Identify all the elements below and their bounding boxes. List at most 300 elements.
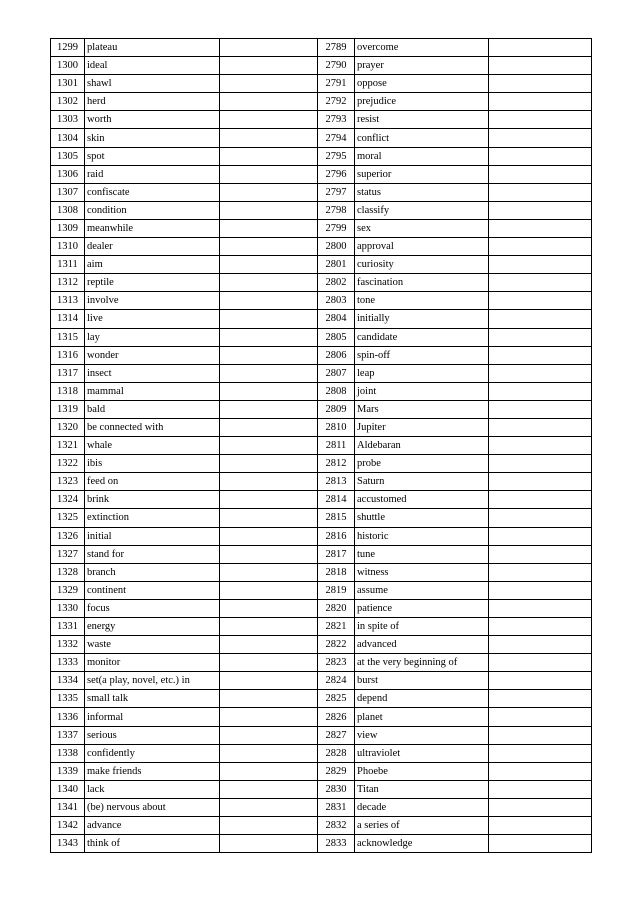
left-entry-blank-cell: [220, 545, 318, 563]
left-entry-word: herd: [85, 93, 220, 111]
right-entry-word: in spite of: [355, 618, 489, 636]
left-entry-blank-cell: [220, 744, 318, 762]
left-entry-number: 1339: [51, 762, 85, 780]
right-entry-number: 2814: [318, 491, 355, 509]
right-entry-number: 2791: [318, 75, 355, 93]
table-row: [51, 310, 592, 328]
left-entry-blank-cell: [220, 437, 318, 455]
right-entry-word: planet: [355, 708, 489, 726]
right-entry-number: 2793: [318, 111, 355, 129]
left-entry-blank-cell: [220, 274, 318, 292]
right-entry-number: 2825: [318, 690, 355, 708]
table-row: [51, 817, 592, 835]
left-entry-blank-cell: [220, 310, 318, 328]
table-row: [51, 618, 592, 636]
right-entry-word: initially: [355, 310, 489, 328]
right-entry-number: 2797: [318, 183, 355, 201]
left-entry-number: 1324: [51, 491, 85, 509]
table-row: [51, 744, 592, 762]
right-entry-word: historic: [355, 527, 489, 545]
table-row: [51, 491, 592, 509]
left-entry-blank-cell: [220, 762, 318, 780]
left-entry-blank-cell: [220, 201, 318, 219]
left-entry-blank-cell: [220, 147, 318, 165]
left-entry-number: 1321: [51, 437, 85, 455]
left-entry-word: skin: [85, 129, 220, 147]
right-entry-blank-cell: [489, 201, 592, 219]
left-entry-word: raid: [85, 165, 220, 183]
right-entry-word: burst: [355, 672, 489, 690]
left-entry-blank-cell: [220, 219, 318, 237]
right-entry-number: 2790: [318, 57, 355, 75]
table-row: [51, 147, 592, 165]
left-entry-word: involve: [85, 292, 220, 310]
left-entry-word: feed on: [85, 473, 220, 491]
left-entry-blank-cell: [220, 183, 318, 201]
left-entry-blank-cell: [220, 654, 318, 672]
left-entry-number: 1343: [51, 835, 85, 853]
left-entry-number: 1325: [51, 509, 85, 527]
left-entry-blank-cell: [220, 75, 318, 93]
left-entry-blank-cell: [220, 93, 318, 111]
right-entry-word: superior: [355, 165, 489, 183]
right-entry-word: tune: [355, 545, 489, 563]
right-entry-blank-cell: [489, 93, 592, 111]
left-entry-word: think of: [85, 835, 220, 853]
left-entry-number: 1308: [51, 201, 85, 219]
left-entry-word: shawl: [85, 75, 220, 93]
right-entry-number: 2807: [318, 364, 355, 382]
left-entry-word: extinction: [85, 509, 220, 527]
table-row: [51, 798, 592, 816]
left-entry-blank-cell: [220, 111, 318, 129]
right-entry-number: 2800: [318, 238, 355, 256]
left-entry-number: 1310: [51, 238, 85, 256]
right-entry-word: Saturn: [355, 473, 489, 491]
right-entry-blank-cell: [489, 672, 592, 690]
left-entry-number: 1337: [51, 726, 85, 744]
table-row: [51, 690, 592, 708]
right-entry-number: 2827: [318, 726, 355, 744]
left-entry-number: 1342: [51, 817, 85, 835]
right-entry-word: patience: [355, 599, 489, 617]
left-entry-word: stand for: [85, 545, 220, 563]
right-entry-number: 2815: [318, 509, 355, 527]
right-entry-word: assume: [355, 581, 489, 599]
right-entry-word: Aldebaran: [355, 437, 489, 455]
left-entry-blank-cell: [220, 599, 318, 617]
right-entry-word: at the very beginning of: [355, 654, 489, 672]
right-entry-number: 2789: [318, 39, 355, 57]
table-row: [51, 563, 592, 581]
table-row: [51, 762, 592, 780]
right-entry-blank-cell: [489, 708, 592, 726]
left-entry-word: monitor: [85, 654, 220, 672]
left-entry-blank-cell: [220, 418, 318, 436]
left-entry-number: 1332: [51, 636, 85, 654]
left-entry-number: 1309: [51, 219, 85, 237]
right-entry-blank-cell: [489, 654, 592, 672]
right-entry-blank-cell: [489, 545, 592, 563]
left-entry-blank-cell: [220, 382, 318, 400]
left-entry-number: 1336: [51, 708, 85, 726]
left-entry-word: branch: [85, 563, 220, 581]
left-entry-word: waste: [85, 636, 220, 654]
right-entry-blank-cell: [489, 274, 592, 292]
right-entry-blank-cell: [489, 527, 592, 545]
right-entry-word: joint: [355, 382, 489, 400]
left-entry-word: condition: [85, 201, 220, 219]
left-entry-number: 1331: [51, 618, 85, 636]
left-entry-word: brink: [85, 491, 220, 509]
right-entry-number: 2824: [318, 672, 355, 690]
right-entry-number: 2799: [318, 219, 355, 237]
left-entry-number: 1323: [51, 473, 85, 491]
right-entry-number: 2832: [318, 817, 355, 835]
table-row: [51, 726, 592, 744]
left-entry-number: 1300: [51, 57, 85, 75]
left-entry-blank-cell: [220, 798, 318, 816]
right-entry-blank-cell: [489, 183, 592, 201]
table-row: [51, 654, 592, 672]
left-entry-blank-cell: [220, 618, 318, 636]
left-entry-number: 1334: [51, 672, 85, 690]
left-entry-number: 1326: [51, 527, 85, 545]
right-entry-blank-cell: [489, 147, 592, 165]
table-row: [51, 455, 592, 473]
right-entry-word: conflict: [355, 129, 489, 147]
right-entry-word: prayer: [355, 57, 489, 75]
left-entry-number: 1313: [51, 292, 85, 310]
right-entry-blank-cell: [489, 165, 592, 183]
right-entry-word: status: [355, 183, 489, 201]
left-entry-number: 1314: [51, 310, 85, 328]
right-entry-number: 2804: [318, 310, 355, 328]
right-entry-word: candidate: [355, 328, 489, 346]
right-entry-number: 2801: [318, 256, 355, 274]
left-entry-blank-cell: [220, 708, 318, 726]
right-entry-word: probe: [355, 455, 489, 473]
left-entry-word: serious: [85, 726, 220, 744]
right-entry-number: 2823: [318, 654, 355, 672]
left-entry-blank-cell: [220, 636, 318, 654]
left-entry-blank-cell: [220, 57, 318, 75]
right-entry-blank-cell: [489, 509, 592, 527]
left-entry-number: 1312: [51, 274, 85, 292]
left-entry-number: 1303: [51, 111, 85, 129]
right-entry-word: classify: [355, 201, 489, 219]
left-entry-word: dealer: [85, 238, 220, 256]
right-entry-blank-cell: [489, 473, 592, 491]
right-entry-blank-cell: [489, 111, 592, 129]
right-entry-word: ultraviolet: [355, 744, 489, 762]
left-entry-word: energy: [85, 618, 220, 636]
table-row: [51, 165, 592, 183]
left-entry-blank-cell: [220, 39, 318, 57]
left-entry-word: whale: [85, 437, 220, 455]
left-entry-number: 1304: [51, 129, 85, 147]
table-row: [51, 708, 592, 726]
right-entry-blank-cell: [489, 256, 592, 274]
left-entry-number: 1327: [51, 545, 85, 563]
table-row: [51, 238, 592, 256]
left-entry-number: 1299: [51, 39, 85, 57]
left-entry-blank-cell: [220, 509, 318, 527]
right-entry-blank-cell: [489, 238, 592, 256]
table-row: [51, 545, 592, 563]
table-row: [51, 183, 592, 201]
right-entry-blank-cell: [489, 835, 592, 853]
left-entry-blank-cell: [220, 165, 318, 183]
right-entry-word: witness: [355, 563, 489, 581]
right-entry-blank-cell: [489, 618, 592, 636]
table-row: [51, 75, 592, 93]
table-row: [51, 581, 592, 599]
vocabulary-table-body: [51, 39, 592, 853]
left-entry-word: initial: [85, 527, 220, 545]
right-entry-number: 2803: [318, 292, 355, 310]
left-entry-word: reptile: [85, 274, 220, 292]
table-row: [51, 437, 592, 455]
right-entry-number: 2816: [318, 527, 355, 545]
left-entry-number: 1316: [51, 346, 85, 364]
right-entry-word: a series of: [355, 817, 489, 835]
right-entry-blank-cell: [489, 57, 592, 75]
table-row: [51, 57, 592, 75]
left-entry-word: lay: [85, 328, 220, 346]
left-entry-blank-cell: [220, 726, 318, 744]
left-entry-word: meanwhile: [85, 219, 220, 237]
table-row: [51, 835, 592, 853]
right-entry-word: prejudice: [355, 93, 489, 111]
right-entry-number: 2798: [318, 201, 355, 219]
left-entry-number: 1329: [51, 581, 85, 599]
left-entry-blank-cell: [220, 292, 318, 310]
left-entry-blank-cell: [220, 780, 318, 798]
right-entry-word: curiosity: [355, 256, 489, 274]
right-entry-blank-cell: [489, 690, 592, 708]
table-row: [51, 93, 592, 111]
left-entry-number: 1318: [51, 382, 85, 400]
table-row: [51, 111, 592, 129]
left-entry-number: 1340: [51, 780, 85, 798]
left-entry-number: 1306: [51, 165, 85, 183]
right-entry-number: 2792: [318, 93, 355, 111]
left-entry-blank-cell: [220, 455, 318, 473]
right-entry-blank-cell: [489, 129, 592, 147]
right-entry-number: 2805: [318, 328, 355, 346]
left-entry-blank-cell: [220, 817, 318, 835]
right-entry-number: 2833: [318, 835, 355, 853]
table-row: [51, 292, 592, 310]
right-entry-blank-cell: [489, 636, 592, 654]
right-entry-blank-cell: [489, 437, 592, 455]
left-entry-blank-cell: [220, 835, 318, 853]
right-entry-number: 2828: [318, 744, 355, 762]
right-entry-number: 2819: [318, 581, 355, 599]
table-row: [51, 328, 592, 346]
table-row: [51, 599, 592, 617]
right-entry-word: tone: [355, 292, 489, 310]
left-entry-word: wonder: [85, 346, 220, 364]
right-entry-number: 2821: [318, 618, 355, 636]
right-entry-blank-cell: [489, 581, 592, 599]
right-entry-blank-cell: [489, 346, 592, 364]
right-entry-blank-cell: [489, 798, 592, 816]
left-entry-number: 1319: [51, 400, 85, 418]
right-entry-word: oppose: [355, 75, 489, 93]
right-entry-number: 2830: [318, 780, 355, 798]
right-entry-blank-cell: [489, 762, 592, 780]
table-row: [51, 636, 592, 654]
left-entry-blank-cell: [220, 690, 318, 708]
left-entry-blank-cell: [220, 328, 318, 346]
right-entry-word: depend: [355, 690, 489, 708]
table-row: [51, 346, 592, 364]
right-entry-word: fascination: [355, 274, 489, 292]
left-entry-word: small talk: [85, 690, 220, 708]
right-entry-word: Phoebe: [355, 762, 489, 780]
table-row: [51, 473, 592, 491]
table-row: [51, 382, 592, 400]
left-entry-number: 1315: [51, 328, 85, 346]
left-entry-blank-cell: [220, 672, 318, 690]
left-entry-word: advance: [85, 817, 220, 835]
table-row: [51, 129, 592, 147]
right-entry-word: leap: [355, 364, 489, 382]
right-entry-number: 2831: [318, 798, 355, 816]
table-row: [51, 201, 592, 219]
right-entry-blank-cell: [489, 292, 592, 310]
left-entry-blank-cell: [220, 400, 318, 418]
left-entry-word: confidently: [85, 744, 220, 762]
right-entry-blank-cell: [489, 219, 592, 237]
right-entry-blank-cell: [489, 817, 592, 835]
left-entry-blank-cell: [220, 129, 318, 147]
left-entry-number: 1338: [51, 744, 85, 762]
right-entry-blank-cell: [489, 75, 592, 93]
table-row: [51, 256, 592, 274]
left-entry-blank-cell: [220, 256, 318, 274]
right-entry-number: 2795: [318, 147, 355, 165]
right-entry-blank-cell: [489, 400, 592, 418]
left-entry-blank-cell: [220, 238, 318, 256]
right-entry-blank-cell: [489, 418, 592, 436]
left-entry-word: confiscate: [85, 183, 220, 201]
right-entry-word: accustomed: [355, 491, 489, 509]
right-entry-blank-cell: [489, 599, 592, 617]
left-entry-blank-cell: [220, 581, 318, 599]
right-entry-number: 2826: [318, 708, 355, 726]
right-entry-blank-cell: [489, 328, 592, 346]
left-entry-word: continent: [85, 581, 220, 599]
table-row: [51, 527, 592, 545]
right-entry-word: overcome: [355, 39, 489, 57]
table-row: [51, 364, 592, 382]
right-entry-number: 2818: [318, 563, 355, 581]
left-entry-word: mammal: [85, 382, 220, 400]
left-entry-word: bald: [85, 400, 220, 418]
left-entry-word: insect: [85, 364, 220, 382]
left-entry-word: plateau: [85, 39, 220, 57]
right-entry-number: 2794: [318, 129, 355, 147]
left-entry-number: 1307: [51, 183, 85, 201]
right-entry-blank-cell: [489, 744, 592, 762]
right-entry-number: 2796: [318, 165, 355, 183]
right-entry-word: Jupiter: [355, 418, 489, 436]
left-entry-word: be connected with: [85, 418, 220, 436]
left-entry-number: 1302: [51, 93, 85, 111]
table-row: [51, 274, 592, 292]
left-entry-number: 1305: [51, 147, 85, 165]
right-entry-blank-cell: [489, 382, 592, 400]
left-entry-word: ideal: [85, 57, 220, 75]
right-entry-word: decade: [355, 798, 489, 816]
right-entry-word: resist: [355, 111, 489, 129]
left-entry-number: 1328: [51, 563, 85, 581]
right-entry-word: Titan: [355, 780, 489, 798]
left-entry-blank-cell: [220, 473, 318, 491]
right-entry-word: approval: [355, 238, 489, 256]
left-entry-word: make friends: [85, 762, 220, 780]
right-entry-number: 2829: [318, 762, 355, 780]
right-entry-blank-cell: [489, 455, 592, 473]
left-entry-word: focus: [85, 599, 220, 617]
right-entry-number: 2811: [318, 437, 355, 455]
vocabulary-table: [50, 38, 592, 853]
left-entry-number: 1341: [51, 798, 85, 816]
right-entry-number: 2809: [318, 400, 355, 418]
right-entry-blank-cell: [489, 726, 592, 744]
left-entry-word: lack: [85, 780, 220, 798]
right-entry-number: 2820: [318, 599, 355, 617]
left-entry-number: 1333: [51, 654, 85, 672]
left-entry-number: 1301: [51, 75, 85, 93]
right-entry-word: spin-off: [355, 346, 489, 364]
right-entry-number: 2812: [318, 455, 355, 473]
right-entry-word: sex: [355, 219, 489, 237]
left-entry-blank-cell: [220, 491, 318, 509]
right-entry-number: 2822: [318, 636, 355, 654]
right-entry-blank-cell: [489, 563, 592, 581]
table-row: [51, 672, 592, 690]
left-entry-word: aim: [85, 256, 220, 274]
right-entry-word: view: [355, 726, 489, 744]
table-row: [51, 509, 592, 527]
left-entry-blank-cell: [220, 563, 318, 581]
right-entry-word: Mars: [355, 400, 489, 418]
right-entry-blank-cell: [489, 310, 592, 328]
left-entry-word: spot: [85, 147, 220, 165]
left-entry-number: 1335: [51, 690, 85, 708]
left-entry-blank-cell: [220, 527, 318, 545]
left-entry-word: worth: [85, 111, 220, 129]
left-entry-word: ibis: [85, 455, 220, 473]
right-entry-number: 2802: [318, 274, 355, 292]
right-entry-number: 2806: [318, 346, 355, 364]
table-row: [51, 780, 592, 798]
table-row: [51, 219, 592, 237]
right-entry-word: acknowledge: [355, 835, 489, 853]
left-entry-word: (be) nervous about: [85, 798, 220, 816]
right-entry-word: moral: [355, 147, 489, 165]
left-entry-word: informal: [85, 708, 220, 726]
left-entry-number: 1322: [51, 455, 85, 473]
right-entry-number: 2810: [318, 418, 355, 436]
right-entry-number: 2817: [318, 545, 355, 563]
left-entry-number: 1317: [51, 364, 85, 382]
left-entry-word: set(a play, novel, etc.) in: [85, 672, 220, 690]
